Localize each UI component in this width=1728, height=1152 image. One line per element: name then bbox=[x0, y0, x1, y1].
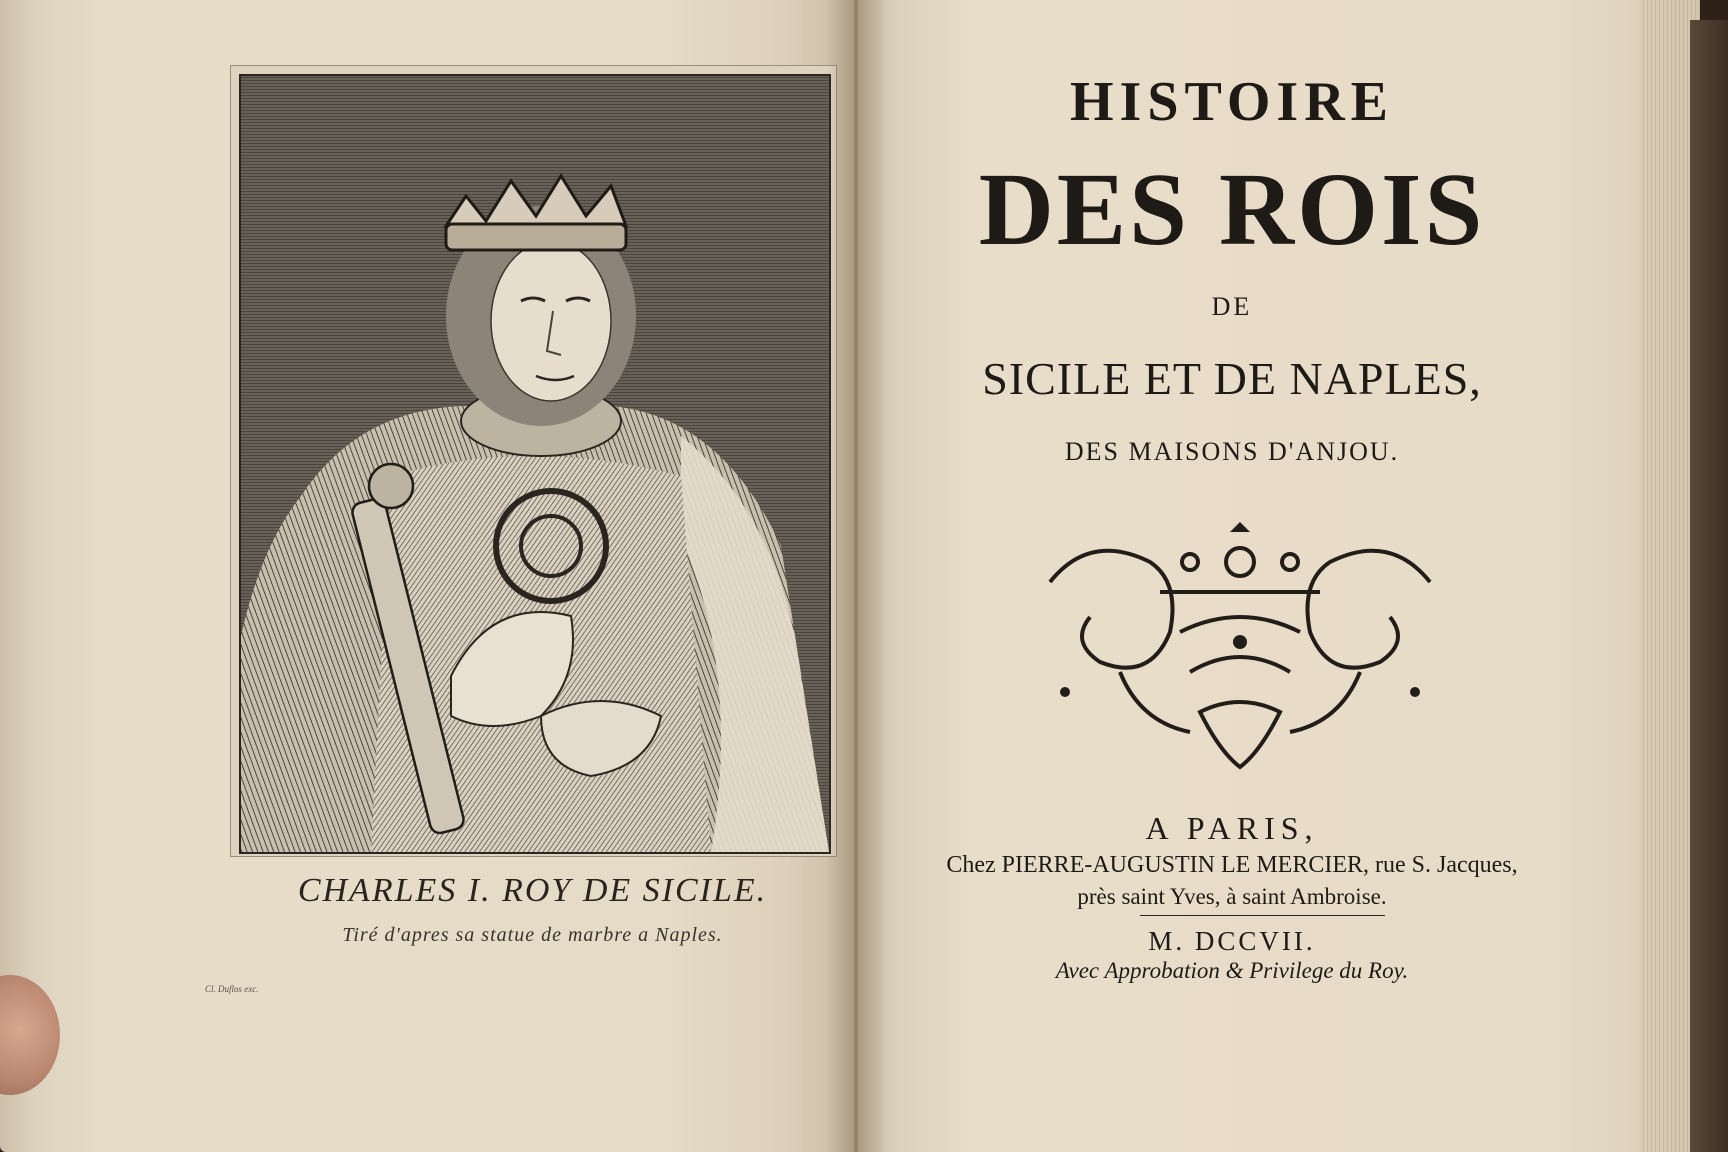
imprint-rule bbox=[1140, 915, 1385, 916]
printer-ornament-icon bbox=[1030, 522, 1450, 782]
title-line-maisons-anjou: DES MAISONS D'ANJOU. bbox=[1064, 437, 1400, 466]
title-line-de: DE bbox=[1211, 292, 1253, 321]
title-line-histoire: HISTOIRE bbox=[1070, 71, 1394, 133]
engraving-plate bbox=[230, 65, 837, 857]
imprint-publisher: Chez PIERRE-AUGUSTIN LE MERCIER, rue S. Jacques, bbox=[946, 852, 1518, 878]
portrait-engraving bbox=[239, 74, 831, 854]
plate-caption: CHARLES I. ROY DE SICILE. bbox=[297, 872, 768, 909]
title-line-sicile-naples: SICILE ET DE NAPLES, bbox=[982, 353, 1482, 404]
book-cover-edge bbox=[1690, 20, 1728, 1152]
plate-subcaption: Tiré d'apres sa statue de marbre a Naples. bbox=[342, 924, 723, 946]
engraver-signature: Cl. Duflos exc. bbox=[205, 984, 259, 994]
imprint-date: M. DCCVII. bbox=[1148, 926, 1316, 956]
imprint-city: A PARIS, bbox=[1145, 810, 1319, 846]
title-line-des-rois: DES ROIS bbox=[978, 152, 1486, 267]
king-portrait-illustration bbox=[241, 76, 829, 852]
imprint-privilege: Avec Approbation & Privilege du Roy. bbox=[1055, 958, 1409, 983]
imprint-address: près saint Yves, à saint Ambroise. bbox=[1077, 884, 1387, 909]
